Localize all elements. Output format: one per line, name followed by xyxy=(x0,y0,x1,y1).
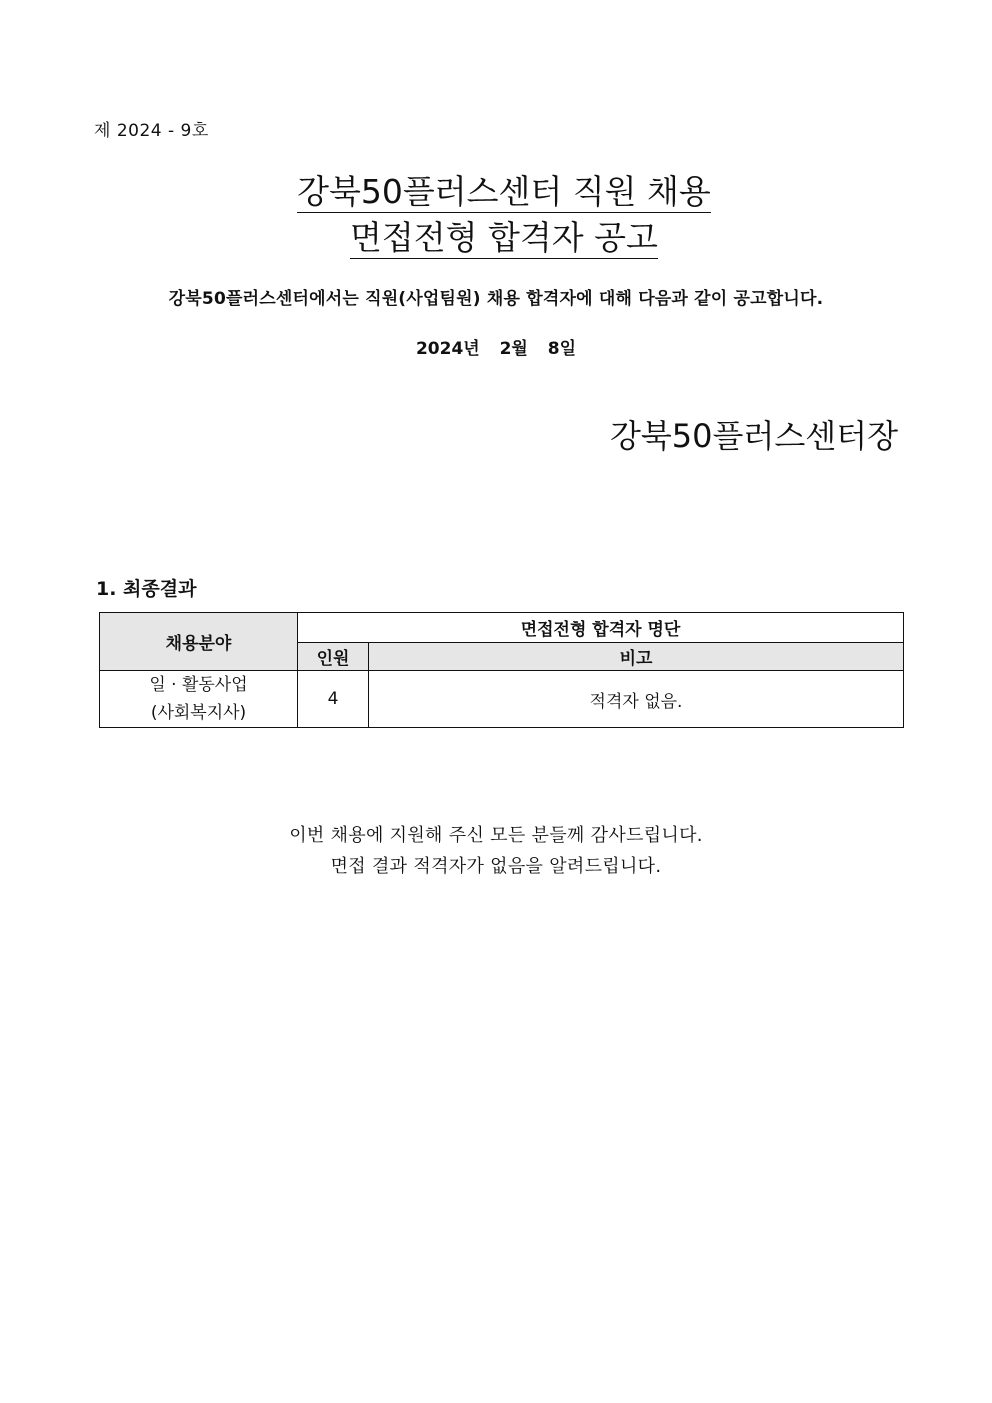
closing-line-2: 면접 결과 적격자가 없음을 알려드립니다. xyxy=(330,856,662,877)
table-row xyxy=(100,671,904,728)
header-field: 채용분야 xyxy=(100,613,298,671)
signer: 강북50플러스센터장 xyxy=(609,417,898,455)
table-header-row xyxy=(100,613,904,643)
cell-count: 4 xyxy=(298,671,369,728)
cell-field-line2: (사회복지사) xyxy=(150,703,247,723)
section-title: 1. 최종결과 xyxy=(96,578,197,600)
document-number: 제 2024 - 9호 xyxy=(94,121,209,141)
header-note: 비고 xyxy=(369,643,904,671)
notice-date: 2024년 2월 8일 xyxy=(415,339,577,359)
header-group: 면접전형 합격자 명단 xyxy=(298,613,904,643)
title-line-1-text: 강북50플러스센터 직원 채용 xyxy=(297,172,711,211)
closing-line-1: 이번 채용에 지원해 주신 모든 분들께 감사드립니다. xyxy=(289,825,703,846)
header-count: 인원 xyxy=(298,643,369,671)
cell-field-line1: 일 · 활동사업 xyxy=(149,675,248,695)
lead-text: 강북50플러스센터에서는 직원(사업팀원) 채용 합격자에 대해 다음과 같이 공고합니다. xyxy=(168,289,824,309)
cell-field xyxy=(100,671,298,728)
title-line-2-text: 면접전형 합격자 공고 xyxy=(350,218,658,257)
cell-note: 적격자 없음. xyxy=(369,671,904,728)
title-line-2 xyxy=(0,212,992,259)
result-table xyxy=(99,612,904,728)
title-line-1 xyxy=(0,166,992,213)
closing-message xyxy=(0,820,992,882)
